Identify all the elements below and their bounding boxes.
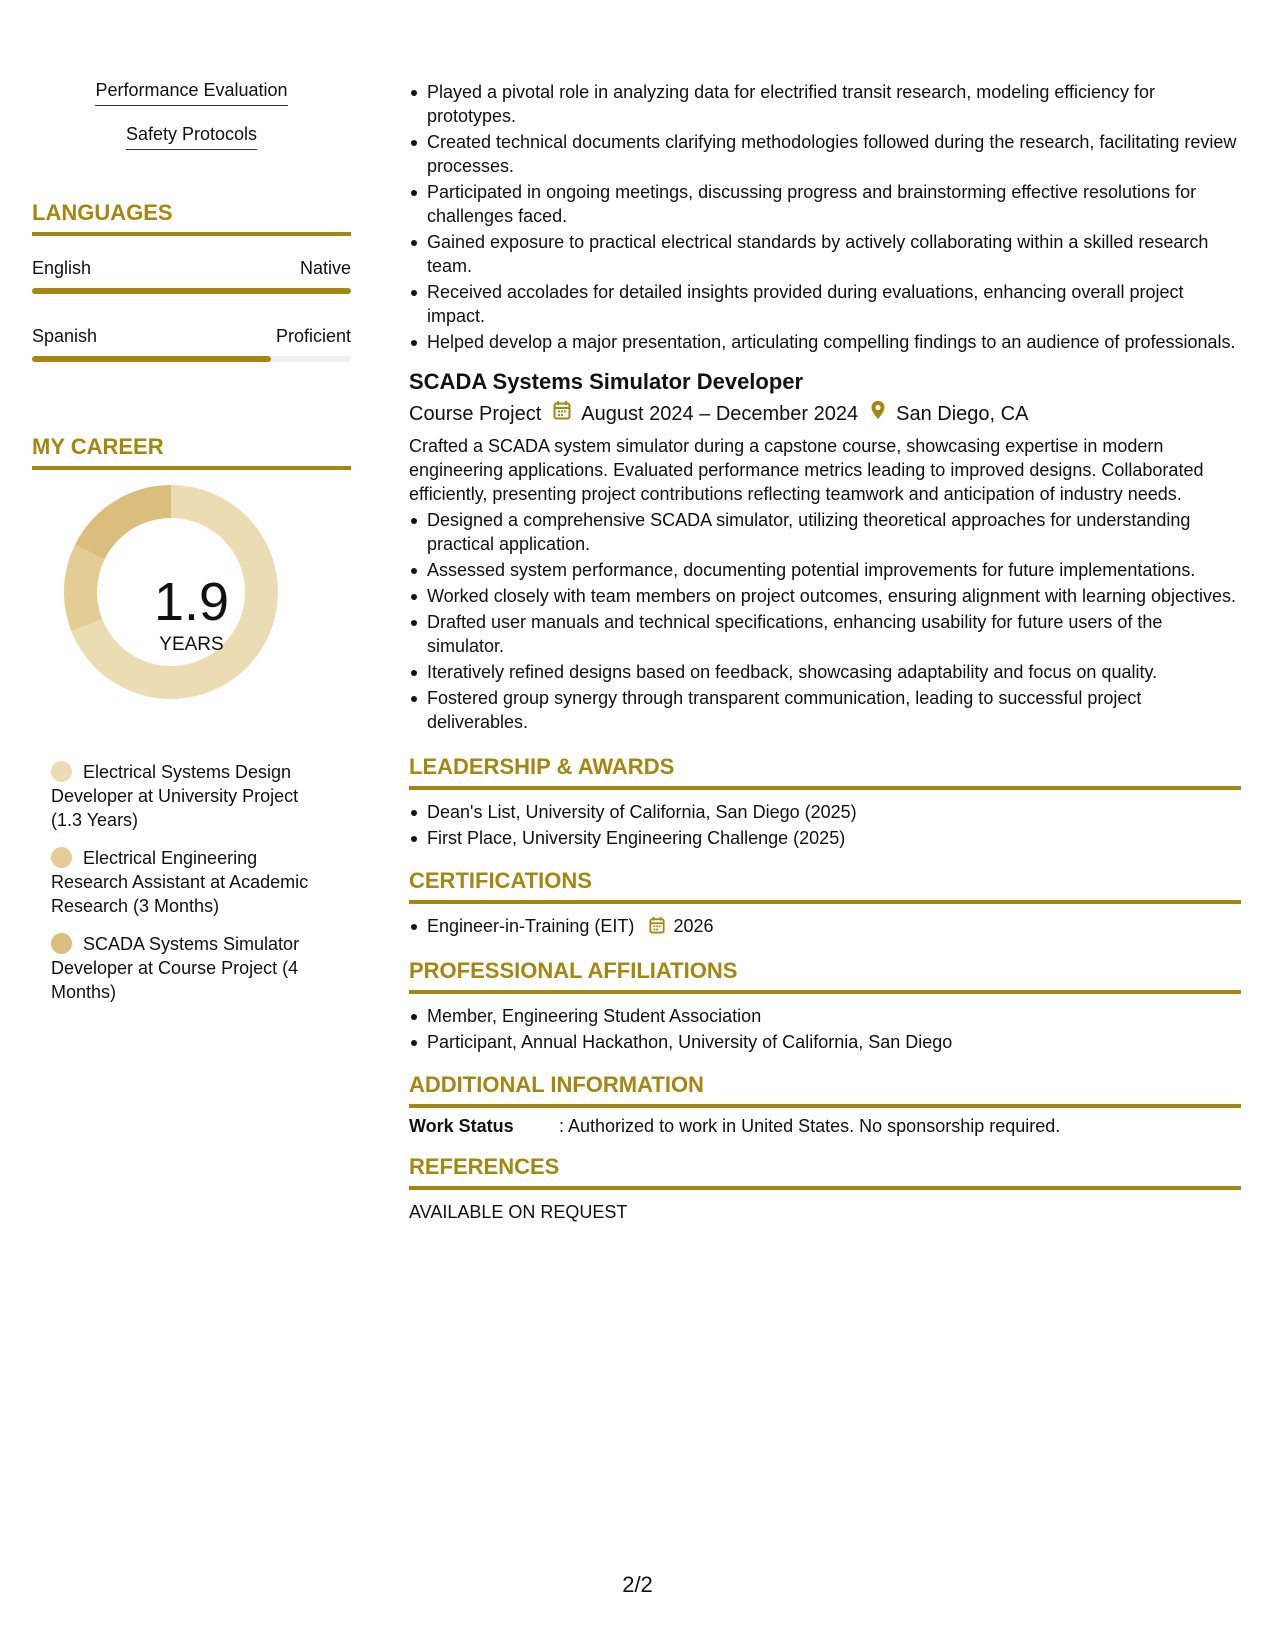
donut-segment bbox=[75, 485, 171, 559]
job-meta bbox=[409, 400, 1241, 428]
career-legend-label: Electrical Engineering Research Assistant at Academic Research (3 Months) bbox=[51, 848, 309, 916]
skill-tag: Safety Protocols bbox=[126, 122, 257, 150]
language-level: Native bbox=[299, 258, 351, 278]
certifications-list bbox=[409, 914, 1241, 940]
list-item bbox=[409, 914, 1241, 940]
left-column bbox=[32, 78, 351, 1004]
list-item: Participant, Annual Hackathon, University of California, San Diego bbox=[409, 1030, 1241, 1054]
page-number: 2/2 bbox=[622, 1572, 653, 1597]
language-level: Proficient bbox=[275, 326, 351, 346]
language-name: English bbox=[32, 258, 92, 278]
job-company: Course Project bbox=[409, 403, 542, 425]
list-item: Assessed system performance, documenting potential improvements for future implementations. bbox=[409, 558, 1241, 582]
proficiency-bar-fill bbox=[32, 356, 271, 362]
job-title: SCADA Systems Simulator Developer bbox=[409, 369, 804, 394]
list-item: Fostered group synergy through transparent communication, leading to successful project deliverables. bbox=[409, 686, 1241, 734]
affiliations-list bbox=[409, 1004, 1241, 1054]
certifications-heading: CERTIFICATIONS bbox=[409, 868, 1241, 904]
legend-dot bbox=[51, 847, 72, 868]
list-item: Gained exposure to practical electrical standards by actively collaborating within a skilled research team. bbox=[409, 230, 1241, 278]
languages-heading: LANGUAGES bbox=[32, 200, 351, 236]
job-location: San Diego, CA bbox=[896, 403, 1029, 425]
right-column bbox=[409, 80, 1241, 1224]
previous-job-bullets bbox=[409, 80, 1241, 354]
proficiency-bar bbox=[32, 288, 351, 294]
proficiency-bar-fill bbox=[32, 288, 351, 294]
career-heading: MY CAREER bbox=[32, 434, 351, 470]
list-item: First Place, University Engineering Challenge (2025) bbox=[409, 826, 1241, 850]
language-name: Spanish bbox=[32, 326, 98, 346]
list-item: Iteratively refined designs based on feedback, showcasing adaptability and focus on quality. bbox=[409, 660, 1241, 684]
certification-year: 2026 bbox=[673, 916, 714, 936]
list-item: Drafted user manuals and technical specifications, enhancing usability for future users of the simulator. bbox=[409, 610, 1241, 658]
work-status-value: : Authorized to work in United States. No sponsorship required. bbox=[559, 1116, 1061, 1136]
list-item: Member, Engineering Student Association bbox=[409, 1004, 1241, 1028]
work-status-label: Work Status bbox=[409, 1116, 514, 1136]
career-legend-item bbox=[51, 846, 351, 918]
career-total-value: 1.9 bbox=[153, 572, 230, 632]
list-item: Helped develop a major presentation, articulating compelling findings to an audience of professionals. bbox=[409, 330, 1241, 354]
legend-dot bbox=[51, 933, 72, 954]
job-dates: August 2024 – December 2024 bbox=[581, 403, 859, 425]
proficiency-bar bbox=[32, 356, 351, 362]
job-bullets bbox=[409, 508, 1241, 734]
references-heading: REFERENCES bbox=[409, 1154, 1241, 1190]
career-legend-label: Electrical Systems Design Developer at University Project (1.3 Years) bbox=[51, 762, 299, 830]
job-summary: Crafted a SCADA system simulator during a capstone course, showcasing expertise in modern engineering applications. Evaluated performance metrics leading to improved designs. Collaborated efficiently, presenting project contributions reflecting teamwork and anticipation of industry needs. bbox=[409, 436, 1204, 504]
certification-name: Engineer-in-Training (EIT) bbox=[427, 916, 635, 936]
list-item: Participated in ongoing meetings, discussing progress and brainstorming effective resolutions for challenges faced. bbox=[409, 180, 1241, 228]
list-item: Received accolades for detailed insights provided during evaluations, enhancing overall project impact. bbox=[409, 280, 1241, 328]
additional-info-heading: ADDITIONAL INFORMATION bbox=[409, 1072, 1241, 1108]
list-item: Designed a comprehensive SCADA simulator, utilizing theoretical approaches for understanding practical application. bbox=[409, 508, 1241, 556]
career-donut-wrap bbox=[32, 470, 351, 720]
references-text: AVAILABLE ON REQUEST bbox=[409, 1202, 628, 1222]
career-legend-label: SCADA Systems Simulator Developer at Course Project (4 Months) bbox=[51, 934, 300, 1002]
skill-tag: Performance Evaluation bbox=[95, 78, 287, 106]
work-status-row bbox=[409, 1114, 1241, 1138]
list-item: Worked closely with team members on project outcomes, ensuring alignment with learning objectives. bbox=[409, 584, 1241, 608]
calendar-icon bbox=[649, 916, 665, 940]
language-item bbox=[32, 256, 351, 294]
awards-heading: LEADERSHIP & AWARDS bbox=[409, 754, 1241, 790]
awards-list bbox=[409, 800, 1241, 850]
list-item: Dean's List, University of California, San Diego (2025) bbox=[409, 800, 1241, 824]
list-item: Created technical documents clarifying methodologies followed during the research, facilitating review processes. bbox=[409, 130, 1241, 178]
career-legend-item bbox=[51, 932, 351, 1004]
legend-dot bbox=[51, 761, 72, 782]
language-item bbox=[32, 324, 351, 362]
calendar-icon bbox=[553, 400, 571, 428]
career-legend-item bbox=[51, 760, 351, 832]
affiliations-heading: PROFESSIONAL AFFILIATIONS bbox=[409, 958, 1241, 994]
career-total-unit: YEARS bbox=[159, 634, 224, 655]
list-item: Played a pivotal role in analyzing data for electrified transit research, modeling efficiency for prototypes. bbox=[409, 80, 1241, 128]
location-pin-icon bbox=[870, 400, 886, 428]
